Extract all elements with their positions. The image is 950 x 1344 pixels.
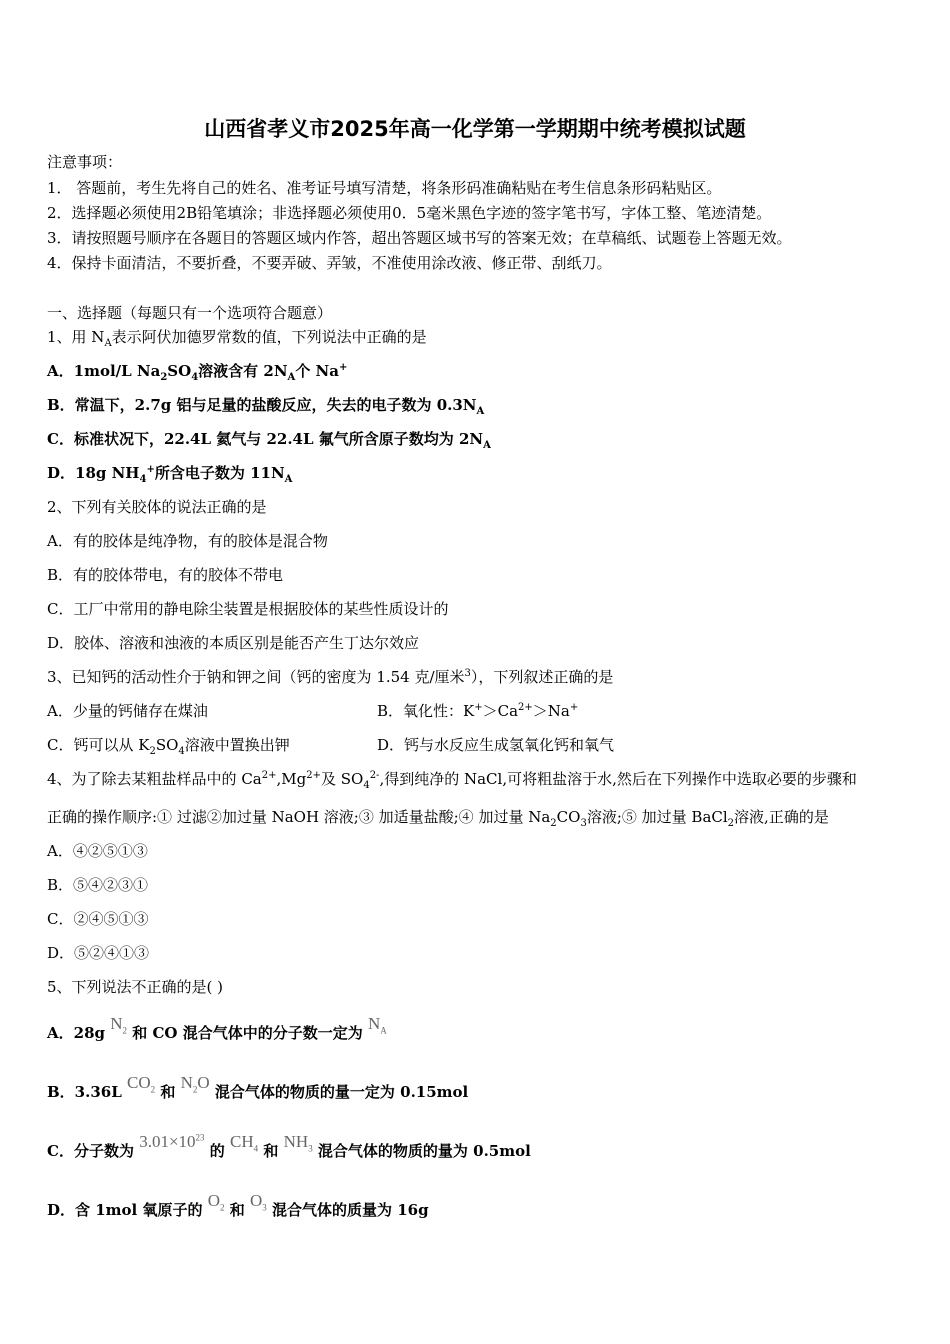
formula-n2: $N_2$ bbox=[110, 1014, 128, 1036]
notice-item-2: 2．选择题必须使用2B铅笔填涂；非选择题必须使用0．5毫米黑色字迹的签字笔书写，字体工整、笔迹清楚。 bbox=[47, 204, 772, 222]
q5-stem: 5、下列说法不正确的是( ) bbox=[47, 978, 224, 996]
notice-item-1: 1． 答题前，考生先将自己的姓名、准考证号填写清楚，将条形码准确粘贴在考生信息条形码粘贴区。 bbox=[47, 179, 722, 197]
q5-option-d: D．含 1mol 氧原子的 $O_2$ 和 $O_3$ 混合气体的质量为 16g bbox=[47, 1191, 429, 1219]
formula-co2: $CO_2$ bbox=[127, 1073, 156, 1095]
formula-ch4: $CH_4$ bbox=[230, 1132, 259, 1154]
q2-option-c: C．工厂中常用的静电除尘装置是根据胶体的某些性质设计的 bbox=[47, 600, 449, 618]
formula-avogadro-value: $3.01\times 10^{23}$ bbox=[139, 1132, 205, 1151]
q1-option-b: B．常温下，2.7g 铝与足量的盐酸反应，失去的电子数为 $0.3N_A$ bbox=[47, 396, 485, 417]
formula-na: $N_A$ bbox=[367, 1014, 387, 1036]
q3-option-d: D．钙与水反应生成氢氧化钙和氧气 bbox=[377, 736, 615, 754]
q3-stem: 3、已知钙的活动性介于钠和钾之间（钙的密度为 1.54 克/厘米$^3$），下列叙述正确的是 bbox=[47, 668, 614, 686]
formula-n2o: $N_2O$ bbox=[180, 1073, 210, 1095]
q5-option-a: A．28g $N_2$ 和 CO 混合气体中的分子数一定为 $N_A$ bbox=[47, 1014, 387, 1042]
q2-option-b: B．有的胶体带电，有的胶体不带电 bbox=[47, 566, 284, 584]
notice-heading: 注意事项： bbox=[47, 153, 123, 171]
q4-option-a: A．④②⑤①③ bbox=[47, 842, 148, 860]
notice-item-3: 3．请按照题号顺序在各题目的答题区域内作答，超出答题区域书写的答案无效；在草稿纸、试题卷上答题无效。 bbox=[47, 229, 792, 247]
q4-option-c: C．②④⑤①③ bbox=[47, 910, 149, 928]
q1-option-a: A．1mol/L $Na_2SO_4$溶液含有 $2N_A$个 Na+ bbox=[47, 362, 348, 383]
section-heading: 一、选择题（每题只有一个选项符合题意） bbox=[47, 304, 333, 322]
q3-option-b: B．氧化性：$K^+>Ca^{2+}>Na^+$ bbox=[377, 702, 579, 720]
q4-option-d: D．⑤②④①③ bbox=[47, 944, 150, 962]
formula-o3: $O_3$ bbox=[249, 1191, 267, 1213]
q3-option-a: A．少量的钙储存在煤油 bbox=[47, 702, 208, 720]
q1-option-d: D．18g $NH_4^+$所含电子数为 $11N_A$ bbox=[47, 464, 293, 485]
q1-stem: 1、用 $N_A$表示阿伏加德罗常数的值，下列说法中正确的是 bbox=[47, 328, 427, 349]
q1-option-c: C．标准状况下，22.4L 氦气与 22.4L 氟气所含原子数均为 $2N_A$ bbox=[47, 430, 491, 451]
q2-option-a: A．有的胶体是纯净物，有的胶体是混合物 bbox=[47, 532, 328, 550]
q2-stem: 2、下列有关胶体的说法正确的是 bbox=[47, 498, 267, 516]
q5-option-c: C．分子数为 $3.01\times 10^{23}$ 的 $CH_4$ 和 $NH_3$ 混合气体的物质的量为 0.5mol bbox=[47, 1132, 531, 1160]
q4-stem-line2: 正确的操作顺序:① 过滤②加过量 NaOH 溶液;③ 加适量盐酸;④ 加过量 $Na_2CO_3$溶液;⑤ 加过量 BaCl$_2$溶液,正确的是 bbox=[47, 808, 829, 829]
q5-option-b: B．3.36L $CO_2$ 和 $N_2O$ 混合气体的物质的量一定为 0.15mol bbox=[47, 1073, 469, 1101]
q4-option-b: B．⑤④②③① bbox=[47, 876, 149, 894]
q4-stem-line1: 4、为了除去某粗盐样品中的 $Ca^{2+},Mg^{2+}$及 $SO_4^{2-}$,得到纯净的 NaCl,可将粗盐溶于水,然后在下列操作中选取必要的步骤和 bbox=[47, 770, 857, 791]
formula-o2: $O_2$ bbox=[207, 1191, 225, 1213]
q3-option-c: C．钙可以从 $K_2SO_4$溶液中置换出钾 bbox=[47, 736, 290, 757]
page-title: 山西省孝义市2025年高一化学第一学期期中统考模拟试题 bbox=[204, 117, 746, 141]
notice-item-4: 4．保持卡面清洁，不要折叠，不要弄破、弄皱，不准使用涂改液、修正带、刮纸刀。 bbox=[47, 254, 612, 272]
formula-nh3: $NH_3$ bbox=[283, 1132, 313, 1154]
q2-option-d: D．胶体、溶液和浊液的本质区别是能否产生丁达尔效应 bbox=[47, 634, 420, 652]
